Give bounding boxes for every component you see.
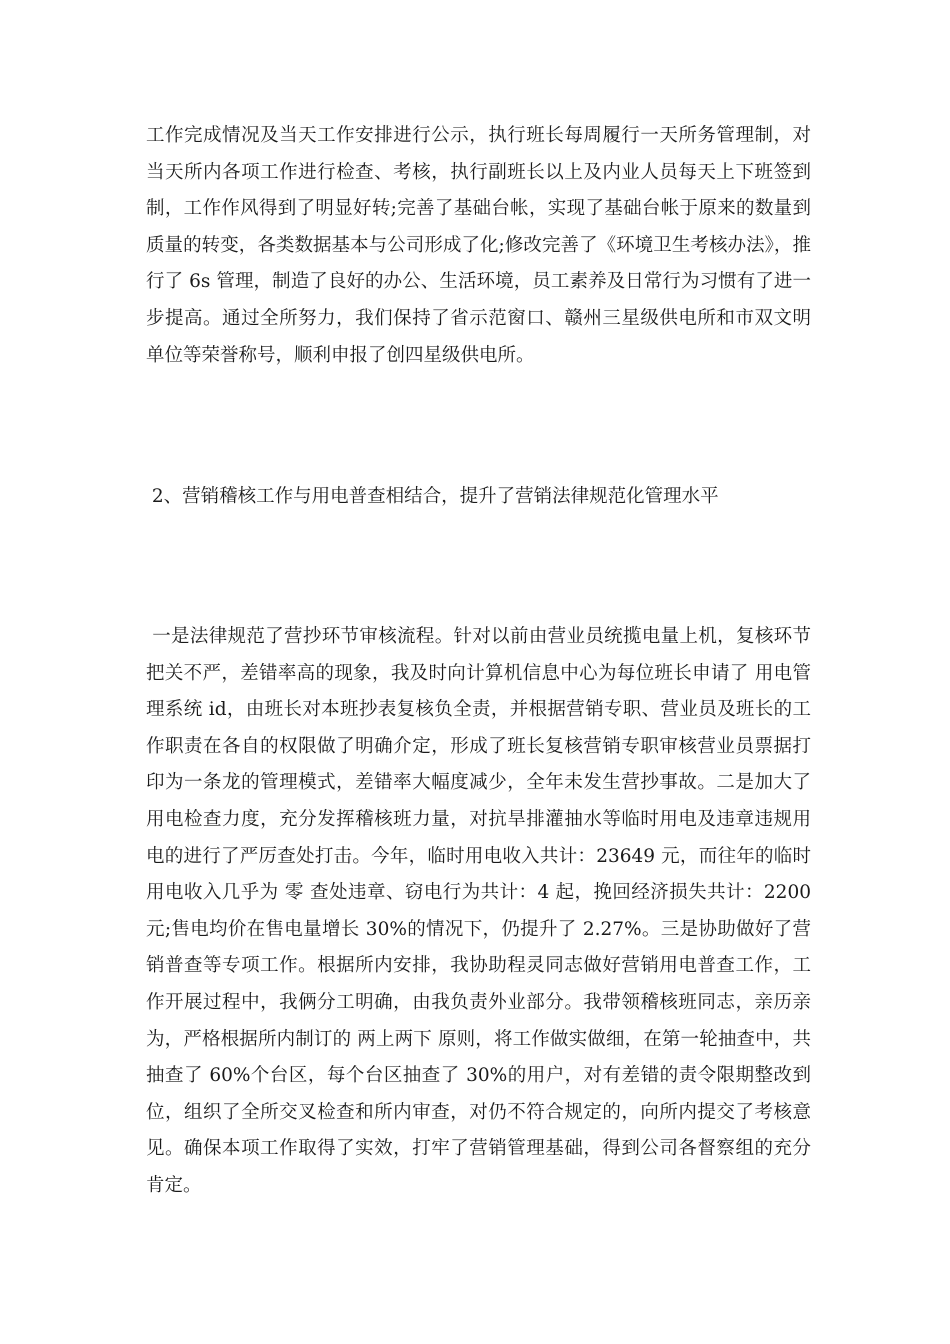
section-heading: 2、营销稽核工作与用电普查相结合，提升了营销法律规范化管理水平: [146, 486, 719, 507]
body-paragraph: 工作完成情况及当天工作安排进行公示，执行班长每周履行一天所务管理制，对当天所内各项工作进行检查、考核，执行副班长以上及内业人员每天上下班签到制，工作作风得到了明显好转;完善了基础台帐，实现了基础台帐于原来的数量到质量的转变，各类数据基本与公司形成了化;修改完善了《环境卫生考核办法》，推行了 6s 管理，制造了良好的办公、生活环境，员工素养及日常行为习惯有了进一步提高。通过全所努力，我们保持了省示范窗口、赣州三星级供电所和市双文明单位等荣誉称号，顺利申报了创四星级供电所。: [146, 125, 811, 366]
body-paragraph: 一是法律规范了营抄环节审核流程。针对以前由营业员统揽电量上机，复核环节把关不严，差错率高的现象，我及时向计算机信息中心为每位班长申请了 用电管理系统 id，由班长对本班抄表复核负全责，并根据营销专职、营业员及班长的工作职责在各自的权限做了明确介定，形成了班长复核营销专职审核营业员票据打印为一条龙的管理模式，差错率大幅度减少，全年未发生营抄事故。二是加大了用电检查力度，充分发挥稽核班力量，对抗旱排灌抽水等临时用电及违章违规用电的进行了严厉查处打击。今年，临时用电收入共计：23649 元，而往年的临时用电收入几乎为 零 查处违章、窃电行为共计：4 起，挽回经济损失共计：2200 元;售电均价在售电量增长 30%的情况下，仍提升了 2.27%。三是协助做好了营销普查等专项工作。根据所内安排，我协助程灵同志做好营销用电普查工作，工作开展过程中，我俩分工明确，由我负责外业部分。我带领稽核班同志，亲历亲为，严格根据所内制订的 两上两下 原则，将工作做实做细，在第一轮抽查中，共抽查了 60%个台区，每个台区抽查了 30%的用户，对有差错的责令限期整改到位，组织了全所交叉检查和所内审查，对仍不符合规定的，向所内提交了考核意见。确保本项工作取得了实效，打牢了营销管理基础，得到公司各督察组的充分肯定。: [146, 626, 817, 1196]
